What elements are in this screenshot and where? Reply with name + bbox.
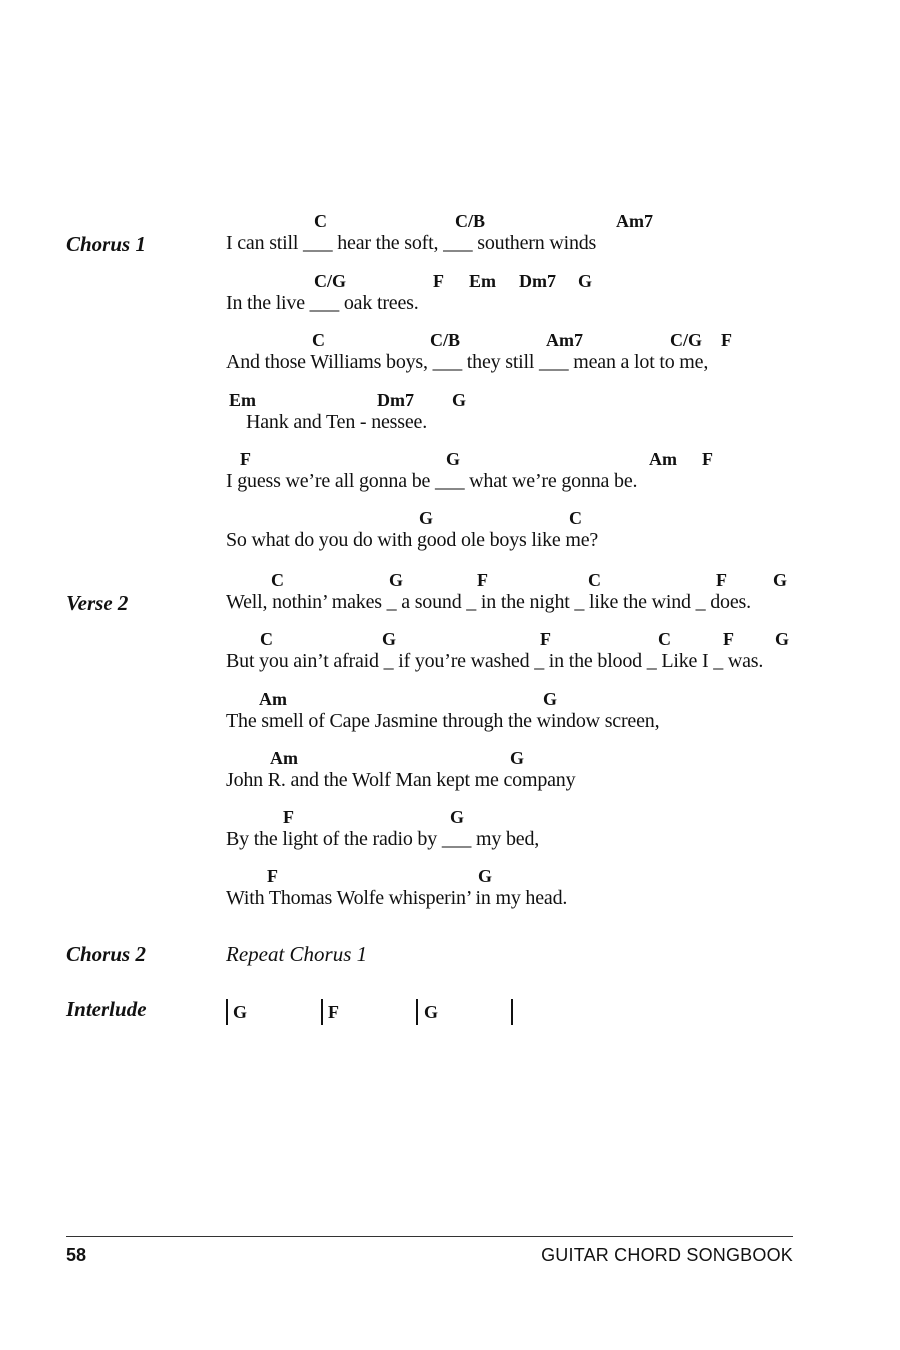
interlude-chord: F bbox=[328, 1002, 339, 1022]
lyric-line: Hank and Ten - nessee. bbox=[246, 411, 427, 433]
chord: F bbox=[433, 271, 444, 291]
book-title: GUITAR CHORD SONGBOOK bbox=[541, 1245, 793, 1265]
chord: Dm7 bbox=[519, 271, 556, 291]
chord: C/B bbox=[455, 211, 486, 231]
lyric-line: The smell of Cape Jasmine through the window screen, bbox=[226, 710, 660, 732]
chord: F bbox=[721, 330, 732, 350]
chord: G bbox=[419, 508, 434, 528]
chord: G bbox=[510, 748, 525, 768]
chord: G bbox=[543, 689, 558, 709]
section-label-chorus-1: Chorus 1 bbox=[66, 232, 146, 256]
chord: C bbox=[588, 570, 601, 590]
chord: F bbox=[477, 570, 488, 590]
chord: C/G bbox=[314, 271, 347, 291]
interlude-chord: G bbox=[424, 1002, 439, 1022]
chord: Em bbox=[469, 271, 496, 291]
chord: Dm7 bbox=[377, 390, 414, 410]
chord: F bbox=[723, 629, 734, 649]
chord: Am bbox=[649, 449, 677, 469]
chord: C/B bbox=[430, 330, 461, 350]
chord: F bbox=[702, 449, 713, 469]
chord: C bbox=[314, 211, 327, 231]
chord: C bbox=[658, 629, 671, 649]
chord: G bbox=[446, 449, 461, 469]
chord: C bbox=[312, 330, 325, 350]
bar-line bbox=[511, 999, 513, 1025]
chord: G bbox=[773, 570, 788, 590]
chord: G bbox=[775, 629, 790, 649]
chord: G bbox=[382, 629, 397, 649]
chord: G bbox=[450, 807, 465, 827]
footer-rule bbox=[66, 1236, 793, 1237]
chord: G bbox=[389, 570, 404, 590]
chord: F bbox=[716, 570, 727, 590]
repeat-instruction: Repeat Chorus 1 bbox=[226, 942, 368, 966]
bar-line bbox=[321, 999, 323, 1025]
chord: G bbox=[578, 271, 593, 291]
section-label-chorus-2: Chorus 2 bbox=[66, 942, 146, 966]
page-number: 58 bbox=[66, 1245, 87, 1265]
interlude-chord: G bbox=[233, 1002, 248, 1022]
chord: G bbox=[452, 390, 467, 410]
chord: F bbox=[267, 866, 278, 886]
chord: Am bbox=[270, 748, 298, 768]
lyric-line: With Thomas Wolfe whisperin’ in my head. bbox=[226, 887, 568, 909]
chord: Am7 bbox=[546, 330, 583, 350]
section-label-verse-2: Verse 2 bbox=[66, 591, 129, 615]
lyric-line: By the light of the radio by ___ my bed, bbox=[226, 828, 540, 850]
chord: F bbox=[540, 629, 551, 649]
lyric-line: But you ain’t afraid _ if you’re washed _ in the blood _ Like I _ was. bbox=[226, 650, 764, 672]
chord: C/G bbox=[670, 330, 703, 350]
chord: Am bbox=[259, 689, 287, 709]
chord: C bbox=[260, 629, 273, 649]
lyric-line: I can still ___ hear the soft, ___ southern winds bbox=[226, 232, 597, 254]
lyric-line: Well, nothin’ makes _ a sound _ in the night _ like the wind _ does. bbox=[226, 591, 751, 613]
lyric-line: So what do you do with good ole boys like me? bbox=[226, 529, 599, 551]
chord: C bbox=[569, 508, 582, 528]
chord: Am7 bbox=[616, 211, 653, 231]
chord: G bbox=[478, 866, 493, 886]
lyric-line: In the live ___ oak trees. bbox=[226, 292, 419, 314]
lyric-line: And those Williams boys, ___ they still ___ mean a lot to me, bbox=[226, 351, 709, 373]
chord: F bbox=[283, 807, 294, 827]
bar-line bbox=[226, 999, 228, 1025]
lyric-line: John R. and the Wolf Man kept me company bbox=[226, 769, 576, 791]
bar-line bbox=[416, 999, 418, 1025]
chord: Em bbox=[229, 390, 256, 410]
chord: F bbox=[240, 449, 251, 469]
chord: C bbox=[271, 570, 284, 590]
section-label-interlude: Interlude bbox=[66, 997, 147, 1021]
lyric-line: I guess we’re all gonna be ___ what we’re gonna be. bbox=[226, 470, 638, 492]
